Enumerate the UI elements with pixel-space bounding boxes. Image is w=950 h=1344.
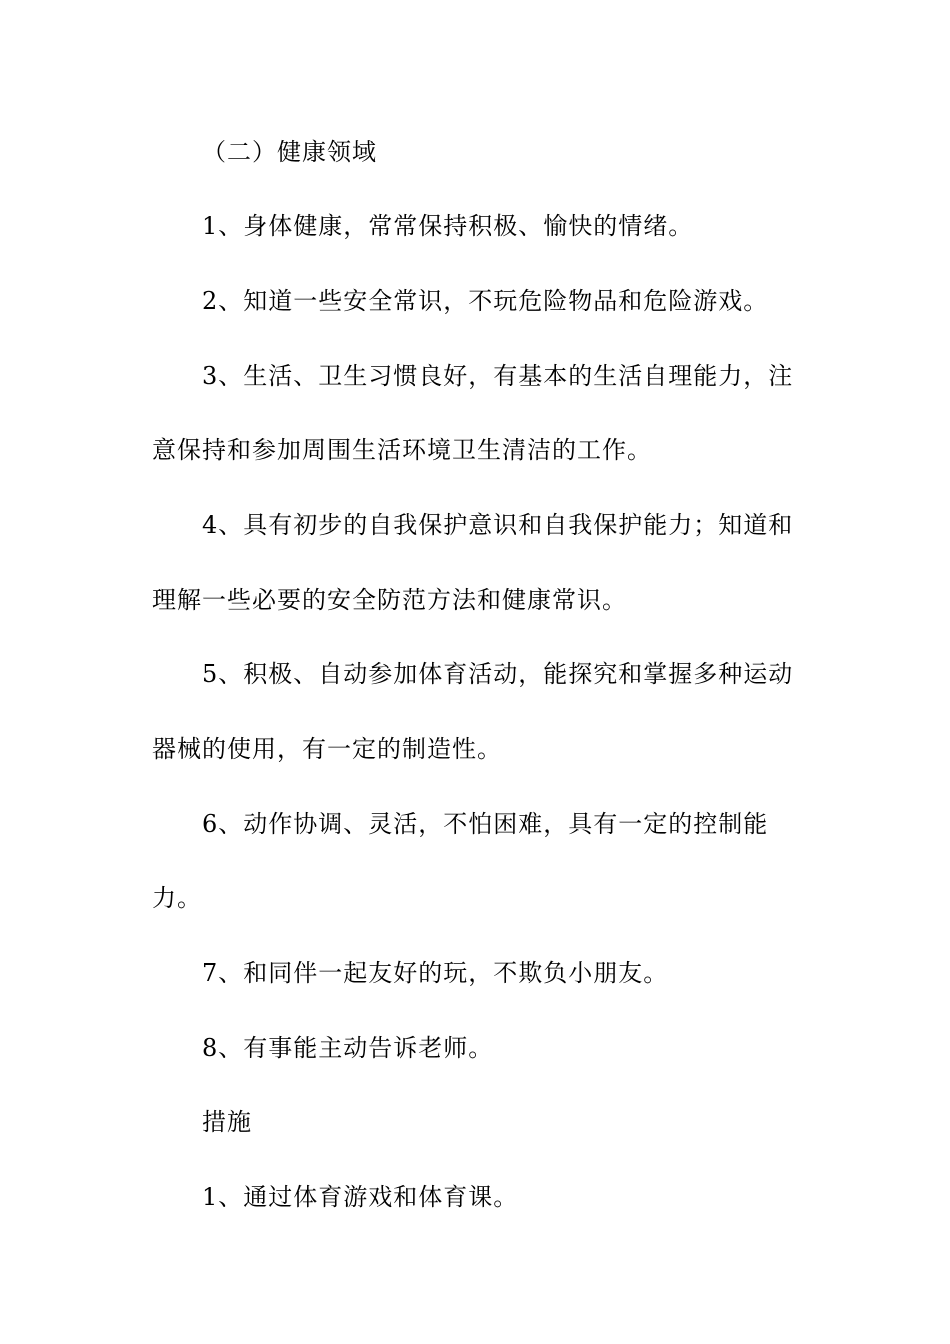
paragraph-line: 理解一些必要的安全防范方法和健康常识。: [152, 586, 627, 614]
paragraph-line: 器械的使用，有一定的制造性。: [152, 735, 502, 763]
paragraph-line: 3、生活、卫生习惯良好，有基本的生活自理能力，注: [202, 362, 794, 390]
paragraph-line: 1、通过体育游戏和体育课。: [202, 1183, 519, 1211]
paragraph-line: 6、动作协调、灵活，不怕困难，具有一定的控制能: [202, 810, 769, 838]
paragraph-line: 4、具有初步的自我保护意识和自我保护能力；知道和: [202, 511, 794, 539]
paragraph-line: 7、和同伴一起友好的玩，不欺负小朋友。: [202, 959, 669, 987]
paragraph-line: 力。: [152, 884, 202, 912]
section-heading-measures: 措施: [202, 1108, 252, 1136]
paragraph-line: 1、身体健康，常常保持积极、愉快的情绪。: [202, 212, 694, 240]
paragraph-line: 5、积极、自动参加体育活动，能探究和掌握多种运动: [202, 660, 794, 688]
paragraph-line: 2、知道一些安全常识，不玩危险物品和危险游戏。: [202, 287, 769, 315]
paragraph-line: 8、有事能主动告诉老师。: [202, 1034, 494, 1062]
paragraph-line: 意保持和参加周围生活环境卫生清洁的工作。: [152, 436, 652, 464]
section-heading-health: （二）健康领域: [202, 138, 377, 166]
